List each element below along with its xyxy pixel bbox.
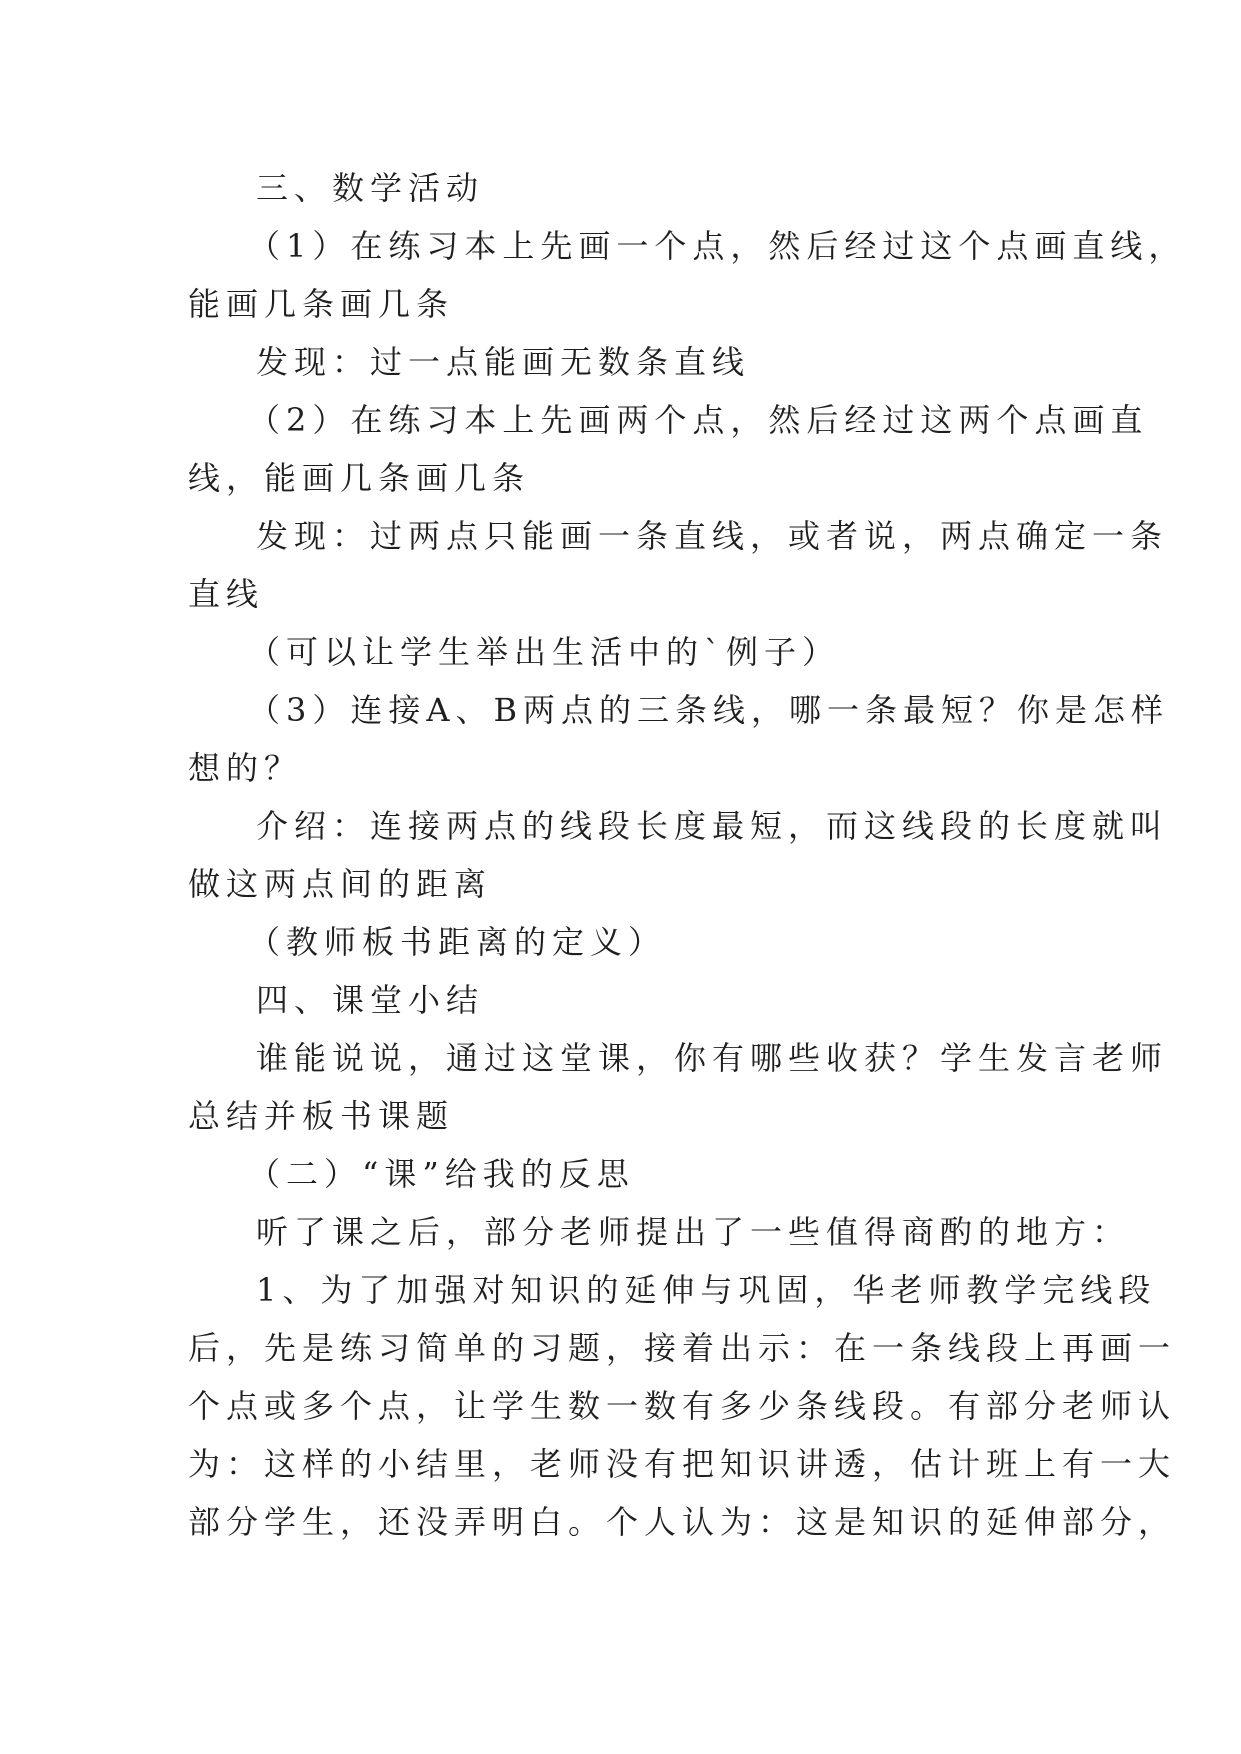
paragraph-line: 谁能说说，通过这堂课，你有哪些收获？学生发言老师: [256, 1039, 1169, 1077]
paragraph-line: （3）连接A、B两点的三条线，哪一条最短？你是怎样: [248, 691, 1169, 729]
paragraph-line: 后，先是练习简单的习题，接着出示：在一条线段上再画一: [188, 1329, 1177, 1367]
paragraph-line: 想的？: [188, 749, 303, 787]
paragraph-line: 发现：过两点只能画一条直线，或者说，两点确定一条: [256, 517, 1169, 555]
paragraph-line: （2）在练习本上先画两个点，然后经过这两个点画直: [248, 401, 1149, 439]
paragraph-line: （可以让学生举出生活中的`例子）: [248, 633, 841, 671]
paragraph-line: （1）在练习本上先画一个点，然后经过这个点画直线，: [248, 227, 1187, 265]
section-heading-class-summary: 四、课堂小结: [256, 981, 485, 1019]
section-heading-reflection: （二）“课”给我的反思: [248, 1155, 635, 1193]
paragraph-line: 线，能画几条画几条: [188, 459, 531, 497]
paragraph-line: 为：这样的小结里，老师没有把知识讲透，估计班上有一大: [188, 1445, 1177, 1483]
paragraph-line: 听了课之后，部分老师提出了一些值得商酌的地方：: [256, 1213, 1131, 1251]
paragraph-line: 部分学生，还没弄明白。个人认为：这是知识的延伸部分，: [188, 1503, 1177, 1541]
document-body: [188, 159, 1187, 1551]
paragraph-line: 做这两点间的距离: [188, 865, 493, 903]
paragraph-line: （教师板书距离的定义）: [248, 923, 667, 961]
paragraph-line: 介绍：连接两点的线段长度最短，而这线段的长度就叫: [256, 807, 1169, 845]
paragraph-line: 总结并板书课题: [188, 1097, 455, 1135]
paragraph-line: 直线: [188, 575, 265, 613]
section-heading-math-activity: 三、数学活动: [256, 169, 485, 207]
paragraph-line: 能画几条画几条: [188, 285, 455, 323]
paragraph-line: 个点或多个点，让学生数一数有多少条线段。有部分老师认: [188, 1387, 1177, 1425]
paragraph-line: 发现：过一点能画无数条直线: [256, 343, 751, 381]
paragraph-line: 1、为了加强对知识的延伸与巩固，华老师教学完线段: [256, 1271, 1157, 1309]
